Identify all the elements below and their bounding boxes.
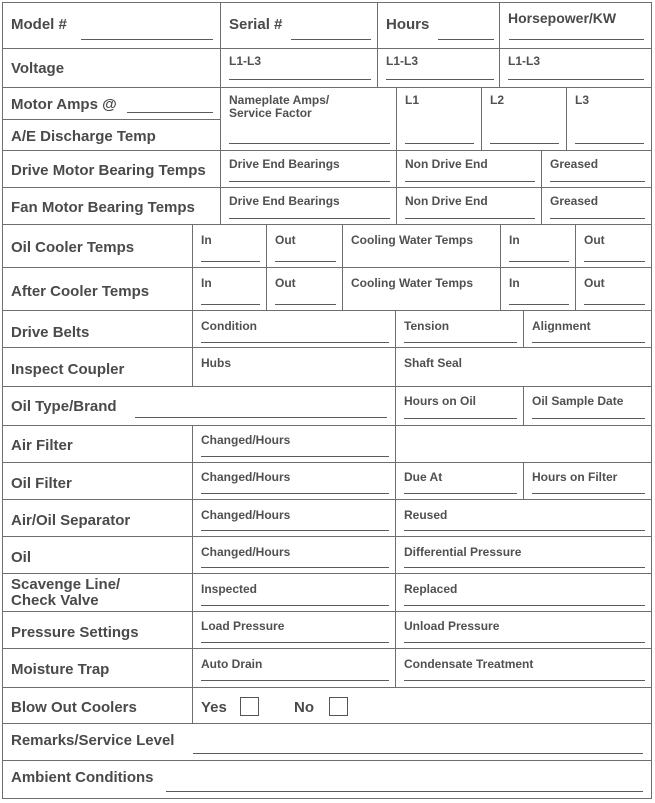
drive-motor-non-drive-cell — [396, 150, 542, 188]
after-cooler-cw-in-cell — [500, 267, 576, 311]
fan-motor-greased-label: Greased — [550, 194, 599, 208]
scavenge-inspected-line[interactable] — [201, 605, 389, 606]
scavenge-replaced-cell — [395, 573, 652, 612]
l2-cell — [481, 87, 567, 151]
drive-motor-non-drive-line[interactable] — [405, 181, 535, 182]
oil-filter-changed-label: Changed/Hours — [201, 470, 291, 484]
l1-label: L1 — [405, 93, 420, 107]
drive-belts-condition-label: Condition — [201, 319, 257, 333]
horsepower-input-line[interactable] — [509, 39, 644, 40]
hours-cell — [377, 2, 500, 49]
blow-out-label-cell — [2, 687, 193, 724]
pressure-label-cell — [2, 611, 193, 649]
drive-motor-drive-end-cell — [220, 150, 397, 188]
moisture-auto-drain-line[interactable] — [201, 680, 389, 681]
scavenge-inspected-cell — [192, 573, 396, 612]
after-cooler-cw-out-label: Out — [584, 276, 605, 290]
fan-motor-label: Fan Motor Bearing Temps — [11, 199, 195, 216]
voltage-l1l3-c-cell — [499, 48, 652, 88]
motor-amps-input-line[interactable] — [127, 112, 213, 113]
l1-cell — [396, 87, 482, 151]
fan-motor-non-drive-label: Non Drive End — [405, 194, 488, 208]
oil-changed-label: Changed/Hours — [201, 545, 291, 559]
hours-on-oil-line[interactable] — [404, 418, 517, 419]
drive-belts-alignment-cell — [523, 310, 652, 348]
after-cooler-out-label: Out — [275, 276, 296, 290]
fan-motor-non-drive-line[interactable] — [405, 218, 535, 219]
drive-motor-greased-label: Greased — [550, 157, 599, 171]
moisture-label: Moisture Trap — [11, 661, 110, 678]
voltage-l1l3-b-label: L1-L3 — [386, 54, 419, 68]
service-checklist-form — [2, 2, 652, 799]
scavenge-inspected-label: Inspected — [201, 582, 258, 596]
air-filter-blank-cell — [395, 425, 652, 463]
coupler-hubs-label: Hubs — [201, 356, 231, 370]
oil-filter-label: Oil Filter — [11, 475, 72, 492]
pressure-unload-cell — [395, 611, 652, 649]
air-filter-label-cell — [2, 425, 193, 463]
voltage-l1l3-a-line[interactable] — [229, 79, 371, 80]
after-cooler-cw-in-line[interactable] — [509, 304, 569, 305]
drive-motor-drive-end-label: Drive End Bearings — [229, 157, 340, 171]
oil-diff-pressure-cell — [395, 536, 652, 574]
scavenge-replaced-line[interactable] — [404, 605, 645, 606]
voltage-l1l3-c-label: L1-L3 — [508, 54, 541, 68]
oil-sample-date-line[interactable] — [532, 418, 645, 419]
separator-reused-cell — [395, 499, 652, 537]
scavenge-replaced-label: Replaced — [404, 582, 458, 596]
after-cooler-in-line[interactable] — [201, 304, 260, 305]
ambient-label: Ambient Conditions — [11, 769, 154, 786]
oil-diff-pressure-line[interactable] — [404, 567, 645, 568]
coupler-label-cell — [2, 347, 193, 387]
fan-motor-label-cell — [2, 187, 221, 225]
serial-input-line[interactable] — [291, 39, 371, 40]
moisture-condensate-cell — [395, 648, 652, 688]
drive-belts-label: Drive Belts — [11, 324, 90, 341]
model-input-line[interactable] — [81, 39, 213, 40]
pressure-unload-line[interactable] — [404, 642, 645, 643]
remarks-cell — [2, 723, 652, 761]
hours-input-line[interactable] — [438, 39, 494, 40]
motor-amps-label: Motor Amps @ — [11, 96, 117, 113]
voltage-l1l3-b-cell — [377, 48, 500, 88]
oil-filter-due-at-line[interactable] — [404, 493, 517, 494]
l3-label: L3 — [575, 93, 590, 107]
oil-cooler-in-line[interactable] — [201, 261, 260, 262]
oil-cooler-label-cell — [2, 224, 193, 268]
coupler-hubs-cell — [192, 347, 396, 387]
voltage-label-cell — [2, 48, 221, 88]
voltage-l1l3-a-cell — [220, 48, 378, 88]
fan-motor-greased-cell — [541, 187, 652, 225]
after-cooler-cw-cell — [342, 267, 501, 311]
oil-cooler-out-cell — [266, 224, 343, 268]
hours-on-oil-label: Hours on Oil — [404, 394, 476, 408]
blow-out-label: Blow Out Coolers — [11, 699, 137, 716]
separator-label: Air/Oil Separator — [11, 512, 131, 529]
separator-changed-line[interactable] — [201, 530, 389, 531]
oil-cooler-cw-in-line[interactable] — [509, 261, 569, 262]
drive-belts-alignment-label: Alignment — [532, 319, 591, 333]
oil-cooler-cw-in-cell — [500, 224, 576, 268]
air-filter-label: Air Filter — [11, 437, 73, 454]
oil-diff-pressure-label: Differential Pressure — [404, 545, 522, 559]
drive-motor-label-cell — [2, 150, 221, 188]
ambient-cell — [2, 760, 652, 799]
fan-motor-drive-end-line[interactable] — [229, 218, 390, 219]
oil-cooler-cw-in-label: In — [509, 233, 520, 247]
voltage-label: Voltage — [11, 60, 65, 77]
nameplate-input-line[interactable] — [229, 143, 390, 144]
ae-discharge-cell — [2, 119, 221, 151]
after-cooler-out-cell — [266, 267, 343, 311]
model-label: Model # — [11, 16, 67, 33]
air-filter-changed-line[interactable] — [201, 456, 389, 457]
oil-type-input-line[interactable] — [135, 417, 387, 418]
separator-reused-label: Reused — [404, 508, 448, 522]
blow-out-yes-label: Yes — [201, 699, 227, 716]
drive-motor-drive-end-line[interactable] — [229, 181, 390, 182]
oil-cooler-out-line[interactable] — [275, 261, 336, 262]
oil-cooler-cw-out-line[interactable] — [584, 261, 645, 262]
after-cooler-cw-out-cell — [575, 267, 652, 311]
drive-motor-greased-cell — [541, 150, 652, 188]
fan-motor-drive-end-cell — [220, 187, 397, 225]
oil-cooler-cw-label: Cooling Water Temps — [351, 233, 474, 247]
oil-filter-due-at-cell — [395, 462, 524, 500]
pressure-label: Pressure Settings — [11, 624, 139, 641]
oil-filter-hours-cell — [523, 462, 652, 500]
separator-label-cell — [2, 499, 193, 537]
oil-cooler-cw-cell — [342, 224, 501, 268]
after-cooler-label: After Cooler Temps — [11, 283, 150, 300]
nameplate-cell — [220, 87, 397, 151]
fan-motor-greased-line[interactable] — [550, 218, 645, 219]
drive-belts-tension-line[interactable] — [404, 342, 517, 343]
blow-out-options-cell — [192, 687, 652, 724]
oil-filter-hours-line[interactable] — [532, 493, 645, 494]
after-cooler-label-cell — [2, 267, 193, 311]
voltage-l1l3-c-line[interactable] — [508, 79, 644, 80]
fan-motor-drive-end-label: Drive End Bearings — [229, 194, 340, 208]
nameplate-label: Nameplate Amps/ Service Factor — [229, 93, 330, 120]
moisture-label-cell — [2, 648, 193, 688]
pressure-unload-label: Unload Pressure — [404, 619, 500, 633]
model-cell — [2, 2, 221, 49]
oil-cooler-in-label: In — [201, 233, 212, 247]
drive-motor-non-drive-label: Non Drive End — [405, 157, 488, 171]
after-cooler-cw-in-label: In — [509, 276, 520, 290]
moisture-condensate-label: Condensate Treatment — [404, 657, 534, 671]
l2-label: L2 — [490, 93, 505, 107]
drive-motor-greased-line[interactable] — [550, 181, 645, 182]
after-cooler-cw-label: Cooling Water Temps — [351, 276, 474, 290]
pressure-load-cell — [192, 611, 396, 649]
remarks-input-line[interactable] — [193, 753, 643, 754]
motor-amps-cell — [2, 87, 221, 120]
horsepower-cell — [499, 2, 652, 49]
drive-belts-condition-cell — [192, 310, 396, 348]
fan-motor-non-drive-cell — [396, 187, 542, 225]
drive-belts-condition-line[interactable] — [201, 342, 389, 343]
oil-label: Oil — [11, 549, 32, 566]
scavenge-label-cell — [2, 573, 193, 612]
separator-changed-label: Changed/Hours — [201, 508, 291, 522]
oil-cooler-cw-out-cell — [575, 224, 652, 268]
separator-reused-line[interactable] — [404, 530, 645, 531]
oil-sample-date-label: Oil Sample Date — [532, 394, 624, 408]
oil-cooler-in-cell — [192, 224, 267, 268]
drive-belts-tension-cell — [395, 310, 524, 348]
oil-changed-cell — [192, 536, 396, 574]
blow-out-no-label: No — [294, 699, 314, 716]
oil-filter-changed-line[interactable] — [201, 493, 389, 494]
oil-changed-line[interactable] — [201, 567, 389, 568]
moisture-condensate-line[interactable] — [404, 680, 645, 681]
hours-on-oil-cell — [395, 386, 524, 426]
oil-cooler-out-label: Out — [275, 233, 296, 247]
ambient-input-line[interactable] — [166, 791, 643, 792]
scavenge-label: Scavenge Line/ Check Valve — [11, 576, 121, 609]
l3-cell — [566, 87, 652, 151]
pressure-load-label: Load Pressure — [201, 619, 285, 633]
hours-label: Hours — [386, 16, 430, 33]
drive-motor-label: Drive Motor Bearing Temps — [11, 162, 206, 179]
oil-filter-hours-label: Hours on Filter — [532, 470, 618, 484]
voltage-l1l3-b-line[interactable] — [386, 79, 494, 80]
oil-sample-date-cell — [523, 386, 652, 426]
oil-filter-changed-cell — [192, 462, 396, 500]
l3-input-line[interactable] — [575, 143, 644, 144]
serial-cell — [220, 2, 378, 49]
air-filter-changed-cell — [192, 425, 396, 463]
ae-discharge-label: A/E Discharge Temp — [11, 128, 156, 145]
drive-belts-label-cell — [2, 310, 193, 348]
l2-input-line[interactable] — [490, 143, 559, 144]
drive-belts-tension-label: Tension — [404, 319, 450, 333]
coupler-shaft-seal-label: Shaft Seal — [404, 356, 463, 370]
oil-cooler-label: Oil Cooler Temps — [11, 239, 135, 256]
oil-type-label: Oil Type/Brand — [11, 398, 117, 415]
voltage-l1l3-a-label: L1-L3 — [229, 54, 262, 68]
remarks-label: Remarks/Service Level — [11, 732, 175, 749]
air-filter-changed-label: Changed/Hours — [201, 433, 291, 447]
oil-filter-due-at-label: Due At — [404, 470, 443, 484]
after-cooler-in-cell — [192, 267, 267, 311]
moisture-auto-drain-cell — [192, 648, 396, 688]
l1-input-line[interactable] — [405, 143, 474, 144]
oil-label-cell — [2, 536, 193, 574]
coupler-shaft-seal-cell — [395, 347, 652, 387]
after-cooler-in-label: In — [201, 276, 212, 290]
pressure-load-line[interactable] — [201, 642, 389, 643]
separator-changed-cell — [192, 499, 396, 537]
horsepower-label: Horsepower/KW — [508, 10, 617, 26]
moisture-auto-drain-label: Auto Drain — [201, 657, 263, 671]
oil-type-cell — [2, 386, 396, 426]
blow-out-yes-checkbox[interactable] — [240, 697, 259, 716]
serial-label: Serial # — [229, 16, 283, 33]
after-cooler-cw-out-line[interactable] — [584, 304, 645, 305]
oil-filter-label-cell — [2, 462, 193, 500]
oil-cooler-cw-out-label: Out — [584, 233, 605, 247]
after-cooler-out-line[interactable] — [275, 304, 336, 305]
blow-out-no-checkbox[interactable] — [329, 697, 348, 716]
coupler-label: Inspect Coupler — [11, 361, 125, 378]
drive-belts-alignment-line[interactable] — [532, 342, 645, 343]
